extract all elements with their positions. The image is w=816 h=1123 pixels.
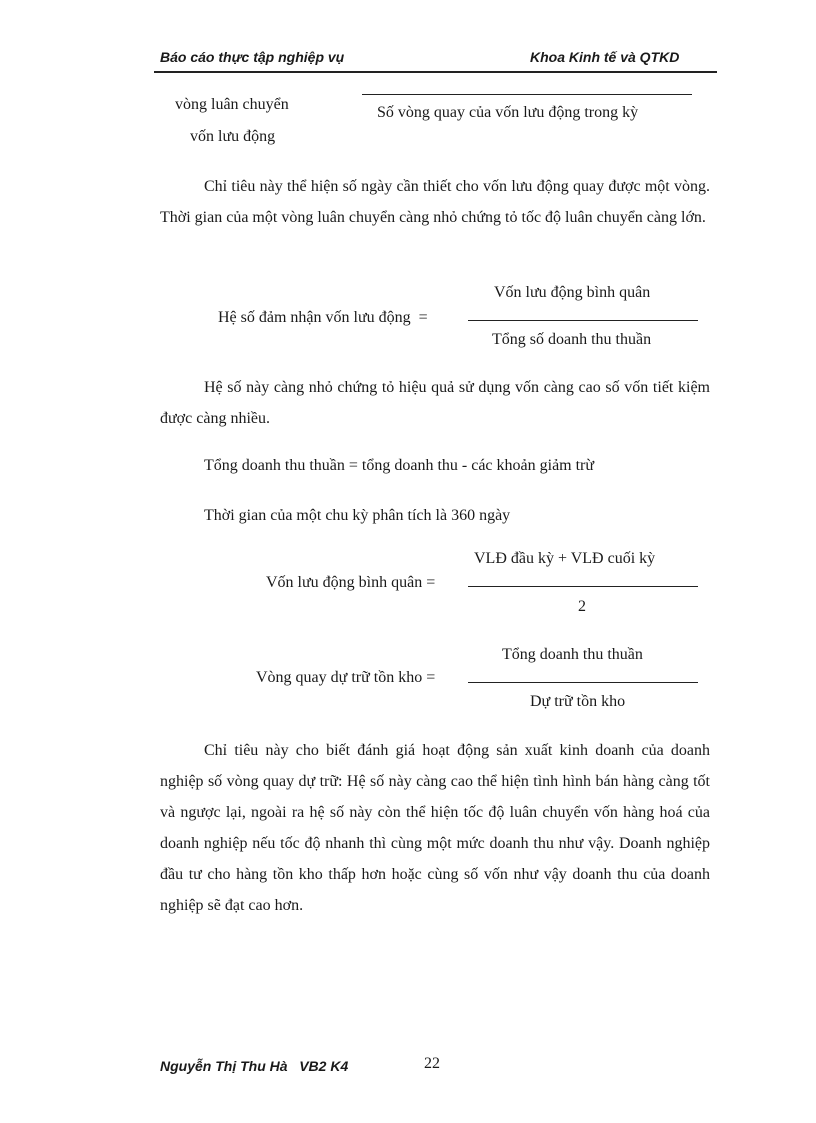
formula-he-so-numerator: Vốn lưu động bình quân — [494, 284, 651, 301]
formula-top-fraction-line — [362, 94, 692, 95]
footer-author: Nguyễn Thị Thu Hà VB2 K4 — [160, 1058, 349, 1074]
line-tong-doanh-thu: Tổng doanh thu thuần = tổng doanh thu - các khoản giảm trừ — [204, 457, 595, 474]
header-left: Báo cáo thực tập nghiệp vụ — [160, 49, 345, 65]
header-rule — [154, 71, 717, 73]
line-thoi-gian: Thời gian của một chu kỳ phân tích là 360 ngày — [204, 507, 511, 524]
paragraph-3: Chỉ tiêu này cho biết đánh giá hoạt động sản xuất kinh doanh của doanh nghiệp số vòng quay dự trữ: Hệ số này càng cao thể hiện tình hình bán hàng càng tốt và ngược lại, ngoài ra hệ số này còn thể hiện tốc độ luân chuyển vốn hàng hoá của doanh nghiệp nếu tốc độ nhanh thì cùng một mức doanh thu như vậy. Doanh nghiệp đầu tư cho hàng tồn kho thấp hơn hoặc cùng số vốn như vậy doanh thu của doanh nghiệp sẽ đạt cao hơn. — [160, 742, 710, 914]
formula-von-binh-quan-label: Vốn lưu động bình quân = — [266, 574, 436, 591]
paragraph-2: Hệ số này càng nhỏ chứng tỏ hiệu quả sử dụng vốn càng cao số vốn tiết kiệm được càng nhiều. — [160, 379, 710, 427]
footer-page-number: 22 — [424, 1055, 440, 1072]
formula-vong-quay-denominator: Dự trữ tồn kho — [530, 693, 626, 710]
formula-von-binh-quan-fraction-line — [468, 586, 698, 587]
formula-top-denominator: Số vòng quay của vốn lưu động trong kỳ — [377, 104, 639, 121]
header-right: Khoa Kinh tế và QTKD — [530, 49, 680, 65]
formula-he-so-fraction-line — [468, 320, 698, 321]
formula-von-binh-quan-denominator: 2 — [578, 598, 586, 615]
formula-he-so-label-text: Hệ số đảm nhận vốn lưu động — [218, 309, 411, 326]
formula-von-binh-quan-numerator: VLĐ đầu kỳ + VLĐ cuối kỳ — [474, 550, 656, 567]
formula-he-so-eq: = — [418, 309, 428, 326]
formula-vong-quay-fraction-line — [468, 682, 698, 683]
formula-vong-quay-numerator: Tổng doanh thu thuần — [502, 646, 643, 663]
formula-vong-quay-label: Vòng quay dự trữ tồn kho = — [256, 669, 436, 686]
formula-he-so-label — [218, 309, 428, 327]
formula-top-label-2: vốn lưu động — [190, 128, 276, 145]
paragraph-1: Chỉ tiêu này thể hiện số ngày cần thiết cho vốn lưu động quay được một vòng. Thời gian của một vòng luân chuyển càng nhỏ chứng tỏ tốc độ luân chuyển càng lớn. — [160, 178, 710, 226]
formula-top-label-1: vòng luân chuyển — [175, 96, 289, 113]
formula-he-so-denominator: Tổng số doanh thu thuần — [492, 331, 652, 348]
